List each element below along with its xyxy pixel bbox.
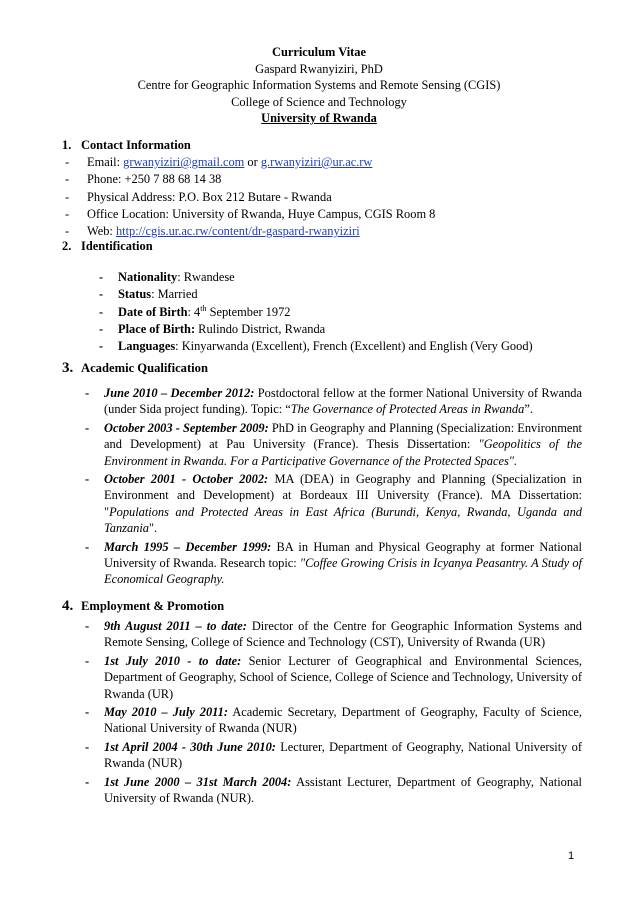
employment-item: - May 2010 – July 2011: Academic Secretary, Department of Geography, Faculty of Science, National University of Rwanda (NUR) — [85, 705, 582, 736]
id-dob: - Date of Birth: 4th September 1972 — [99, 303, 291, 319]
centre-name: Centre for Geographic Information Systems and Remote Sensing (CGIS) — [137, 78, 501, 92]
cv-header — [0, 44, 638, 127]
academic-item: - June 2010 – December 2012: Postdoctoral fellow at the former National University of Rwanda (under Sida project funding). Topic: “The Governance of Protected Areas in Rwanda”. — [85, 386, 582, 417]
contact-phone: - Phone: +250 7 88 68 14 38 — [65, 172, 222, 187]
employment-item: - 1st June 2000 – 31st March 2004: Assistant Lecturer, Department of Geography, National University of Rwanda (NUR). — [85, 774, 582, 806]
academic-item: - October 2001 - October 2002: MA (DEA) in Geography and Planning (Specialization in Environment and Development) at Bordeaux III University (France). MA Dissertation: "Populations and Protected Areas in East Africa (Burundi, Kenya, Rwanda, Uganda and Tanzania". — [85, 472, 582, 536]
college-name: College of Science and Technology — [231, 94, 407, 109]
university-name: University of Rwanda — [261, 111, 377, 125]
employment-item: - 1st April 2004 - 30th June 2010: Lecturer, Department of Geography, National University of Rwanda (NUR) — [85, 739, 582, 771]
id-pob: - Place of Birth: Rulindo District, Rwanda — [99, 321, 326, 336]
id-nationality: - Nationality: Rwandese — [99, 270, 235, 284]
academic-heading: 3. Academic Qualification — [62, 360, 208, 376]
web-link[interactable]: http://cgis.ur.ac.rw/content/dr-gaspard-rwanyiziri — [115, 224, 360, 239]
academic-item: - October 2003 - September 2009: PhD in Geography and Planning (Specialization: Environment and Development) at Pau University (France). Thesis Dissertation: "Geopolitics of the Environment in Rwanda. For a Participative Governance of the Protected Spaces". — [85, 420, 582, 468]
author-name: Gaspard Rwanyiziri, PhD — [255, 61, 383, 76]
contact-list — [62, 154, 582, 240]
contact-heading: 1. Contact Information — [62, 138, 191, 152]
employment-heading: 4. Employment & Promotion — [62, 598, 225, 614]
academic-item: - March 1995 – December 1999: BA in Human and Physical Geography at former National University of Rwanda. Research topic: "Coffee Growing Crisis in Icyanya Peasantry. A Study of Economical Geography. — [85, 539, 582, 587]
contact-section — [62, 137, 582, 240]
page-number: 1 — [568, 850, 575, 862]
employment-item: - 9th August 2011 – to date: Director of the Centre for Geographic Information Systems and Remote Sensing, College of Science and Technology (CST), University of Rwanda (UR) — [85, 619, 583, 650]
contact-office: - Office Location: University of Rwanda, Huye Campus, CGIS Room 8 — [65, 206, 436, 221]
identification-section — [62, 238, 582, 355]
contact-web: - Web: http://cgis.ur.ac.rw/content/dr-gaspard-rwanyiziri — [65, 224, 360, 239]
id-status: - Status: Married — [99, 287, 198, 302]
contact-email: - Email: grwanyiziri@gmail.com or g.rwanyiziri@ur.ac.rw — [65, 155, 373, 169]
academic-list — [62, 385, 582, 588]
email-link-2[interactable]: g.rwanyiziri@ur.ac.rw — [260, 155, 373, 169]
employment-list — [62, 618, 582, 806]
email-link-1[interactable]: grwanyiziri@gmail.com — [123, 155, 245, 169]
document-title: Curriculum Vitae — [272, 45, 366, 59]
contact-address: - Physical Address: P.O. Box 212 Butare - Rwanda — [65, 189, 332, 204]
academic-section — [62, 360, 582, 588]
identification-list — [62, 269, 582, 355]
identification-heading: 2. Identification — [62, 239, 153, 253]
employment-section — [62, 598, 582, 806]
employment-item: - 1st July 2010 - to date: Senior Lecturer of Geographical and Environmental Sciences, Department of Geography, School of Science, College of Science and Technology, University of Rwanda (UR) — [85, 653, 582, 701]
id-languages: - Languages: Kinyarwanda (Excellent), French (Excellent) and English (Very Good) — [99, 339, 533, 354]
